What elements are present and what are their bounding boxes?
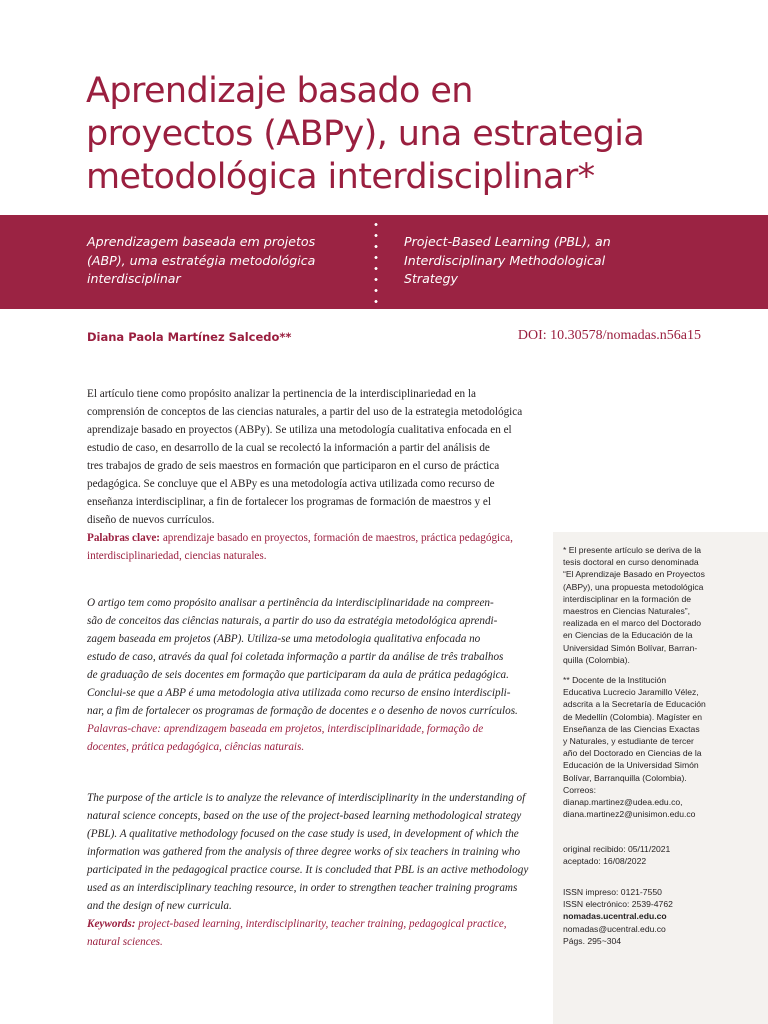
abstract-line: aprendizaje basado en proyectos (ABPy). Se utiliza una metodología cualitativa enfocada en el — [87, 424, 512, 436]
keywords-line — [87, 720, 530, 738]
title-line: Aprendizaje basado en — [86, 71, 473, 111]
footnote-line: Educativa Lucrecio Jaramillo Vélez, — [563, 687, 699, 698]
abstract-line: El artículo tiene como propósito analizar la pertinencia de la interdisciplinariedad en la — [87, 388, 476, 400]
footnote-line: de Medellín (Colombia). Magíster en — [563, 711, 702, 722]
abstract-line: nar, a fim de fortalecer os programas de formação de docentes e o desenho de novos currículos. — [87, 705, 518, 717]
keywords-label: Keywords: — [87, 918, 136, 930]
footnote-line: “El Aprendizaje Basado en Proyectos — [563, 569, 705, 580]
email-link[interactable]: dianap.martinez@udea.edu.co, — [563, 797, 683, 808]
portuguese-title — [87, 233, 315, 289]
title-line: metodológica interdisciplinar* — [86, 157, 595, 197]
keywords-text: project-based learning, interdisciplinarity, teacher training, pedagogical practice, — [138, 918, 507, 930]
abstract-line: comprensión de conceptos de las ciencias naturales, a partir del uso de la estrategia metodológica — [87, 406, 523, 418]
english-title — [404, 233, 611, 289]
keywords-line — [87, 915, 530, 933]
keywords-line — [87, 529, 530, 547]
keywords-text: aprendizaje basado en proyectos, formación de maestros, práctica pedagógica, — [162, 532, 513, 544]
dotted-divider — [373, 219, 379, 305]
footnote-line: adscrita a la Secretaría de Educación — [563, 699, 706, 710]
footnote-line: Educación de la Universidad Simón — [563, 760, 699, 771]
footnote-line: quilla (Colombia). — [563, 654, 630, 665]
abstract-english — [87, 789, 530, 951]
footnote-line: Bolívar, Barranquilla (Colombia). — [563, 772, 687, 783]
portuguese-title-line: (ABP), uma estratégia metodológica — [87, 252, 316, 268]
journal-info — [563, 886, 763, 947]
keywords-line: interdisciplinariedad, ciencias naturales. — [87, 550, 267, 562]
abstract-line: zagem baseada em projetos (ABP). Utiliza-se uma metodologia qualitativa enfocada no — [87, 633, 481, 645]
submission-dates — [563, 843, 763, 867]
received-date: original recibido: 05/11/2021 — [563, 844, 671, 854]
journal-email-link[interactable]: nomadas@ucentral.edu.co — [563, 923, 666, 934]
abstract-line: and the design of new curricula. — [87, 900, 232, 912]
author-name: Diana Paola Martínez Salcedo** — [87, 330, 292, 344]
accepted-date: aceptado: 16/08/2022 — [563, 856, 647, 867]
footnote-author-bio — [563, 674, 763, 820]
issn-print: ISSN impreso: 0121-7550 — [563, 887, 662, 897]
footnote-line: Enseñanza de las Ciencias Exactas — [563, 723, 700, 734]
keywords-line: natural sciences. — [87, 936, 163, 948]
footnote-line: * El presente artículo se deriva de la — [563, 545, 702, 555]
portuguese-title-line: interdisciplinar — [87, 271, 181, 286]
abstract-line: pedagógica. Se concluye que el ABPy es una metodología activa utilizada como recurso de — [87, 478, 495, 490]
issn-electronic: ISSN electrónico: 2539-4762 — [563, 899, 673, 910]
footnote-line: interdisciplinar en la formación de — [563, 593, 692, 604]
footnote-line: año del Doctorado en Ciencias de la — [563, 748, 702, 759]
abstract-line: used as an interdisciplinary teaching resource, in order to strengthen teacher training programs — [87, 882, 518, 894]
footnote-line: ** Docente de la Institución — [563, 675, 667, 685]
keywords-label: Palavras-chave: — [87, 723, 161, 735]
english-title-line: Project-Based Learning (PBL), an — [404, 234, 611, 249]
abstract-line: O artigo tem como propósito analisar a pertinência da interdisciplinaridade na compreen- — [87, 597, 494, 609]
footnote-line: en Ciencias de la Educación de la — [563, 630, 693, 641]
abstract-line: de graduação de seis docentes em formação que participaram da aula de prática pedagógica. — [87, 669, 509, 681]
keywords-line: docentes, prática pedagógica, ciências naturais. — [87, 741, 305, 753]
title-line: proyectos (ABPy), una estrategia — [86, 114, 645, 154]
abstract-line: diseño de nuevos currículos. — [87, 514, 215, 526]
abstract-line: The purpose of the article is to analyze the relevance of interdisciplinarity in the understanding of — [87, 792, 526, 804]
footnote-line: Universidad Simón Bolívar, Barran- — [563, 642, 698, 653]
abstract-line: natural science concepts, based on the use of the project-based learning methodological strategy — [87, 810, 522, 822]
abstract-line: information was gathered from the analysis of three degree works of six teachers in training who — [87, 846, 521, 858]
abstract-line: estudo de caso, através da qual foi coletada informação a partir da análise de três trabalhos — [87, 651, 504, 663]
abstract-line: (PBL). A qualitative methodology focused on the case study is used, in development of which the — [87, 828, 519, 840]
abstract-line: Conclui-se que a ABP é uma metodologia ativa utilizada como recurso de ensino interdiscipli- — [87, 687, 511, 699]
article-title — [86, 70, 746, 199]
page-range: Págs. 295~304 — [563, 935, 622, 946]
footnote-line: realizada en el marco del Doctorado — [563, 618, 702, 629]
english-title-line: Interdisciplinary Methodological — [404, 252, 606, 268]
abstract-line: participated in the pedagogical practice course. It is concluded that PBL is an active methodology — [87, 864, 529, 876]
footnote-line: Correos: — [563, 784, 596, 795]
abstract-line: enseñanza interdisciplinar, a fin de fortalecer los programas de formación de maestros y el — [87, 496, 492, 508]
keywords-text: aprendizagem baseada em projetos, interdisciplinaridade, formação de — [163, 723, 484, 735]
abstract-line: estudio de caso, en desarrollo de la cual se recolectó la información a partir del análisis de — [87, 442, 490, 454]
footnote-line: y Naturales, y estudiante de tercer — [563, 736, 694, 747]
footnote-line: tesis doctoral en curso denominada — [563, 557, 699, 568]
portuguese-title-line: Aprendizagem baseada em projetos — [87, 234, 316, 249]
abstract-line: tres trabajos de grado de seis maestros en formación que participaron en el curso de práctica — [87, 460, 500, 472]
abstract-portuguese — [87, 594, 530, 756]
email-link[interactable]: diana.martinez2@unisimon.edu.co — [563, 809, 696, 820]
footnote-article-origin — [563, 544, 763, 666]
footnote-line: maestros en Ciencias Naturales”, — [563, 606, 691, 617]
abstract-spanish — [87, 385, 530, 565]
doi-link[interactable]: DOI: 10.30578/nomadas.n56a15 — [517, 328, 701, 343]
abstract-line: são de conceitos das ciências naturais, a partir do uso da estratégia metodológica aprendi- — [87, 615, 498, 627]
footnote-line: (ABPy), una propuesta metodológica — [563, 581, 704, 592]
english-title-line: Strategy — [404, 271, 458, 286]
journal-website-link[interactable]: nomadas.ucentral.edu.co — [563, 911, 667, 922]
keywords-label: Palabras clave: — [87, 532, 161, 544]
